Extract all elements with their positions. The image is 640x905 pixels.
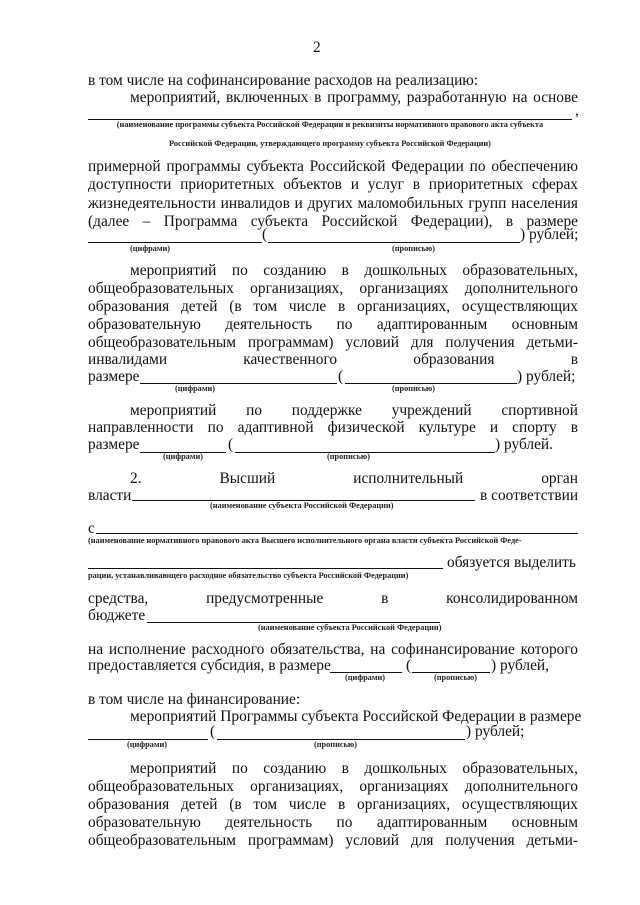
program-name-note-1: (наименование программы субъекта Российской Федерации и реквизиты нормативного правового акта субъекта <box>116 120 544 129</box>
p1-comma: , <box>575 102 579 119</box>
p1-line2: мероприятий, включенных в программу, разработанную на основе <box>130 89 578 106</box>
page-number: 2 <box>313 39 321 56</box>
subject-name-label: (наименование субъекта Российской Федерации) <box>210 501 394 510</box>
p10-line-5: общеобразовательным программам) условий для получения детьми- <box>88 832 578 849</box>
program-name-note-2: Российской Федерации, утверждающего программу субъекта Российской Федерации) <box>169 139 491 148</box>
p3-line-4: образовательную деятельность по адаптированным основным <box>88 316 578 333</box>
paren-open: ( <box>228 436 234 453</box>
p5-in-accordance: в соответствии <box>480 487 579 504</box>
amount-digits-line <box>88 242 262 243</box>
act-name-line <box>96 533 578 534</box>
label-digits: (цифрами) <box>175 384 216 393</box>
label-digits: (цифрами) <box>127 740 168 749</box>
label-words: (прописью) <box>434 673 478 682</box>
p9-intro: в том числе на финансирование: <box>88 691 301 708</box>
p4-line-1: мероприятий по поддержке учреждений спортивной <box>130 402 578 419</box>
p3-size-word: размере <box>88 368 140 385</box>
act-name-line-2 <box>88 568 443 569</box>
p3-line-1: мероприятий по созданию в дошкольных образовательных, <box>130 262 578 279</box>
paren-open: ( <box>262 226 268 243</box>
label-digits: (цифрами) <box>130 244 171 253</box>
label-words: (прописью) <box>392 244 436 253</box>
act-name-note-2: рации, устанавливающего расходное обязательство субъекта Российской Федерации) <box>88 571 409 580</box>
p3-line-5: общеобразовательным программам) условий для получения детьми- <box>88 334 578 351</box>
label-digits: (цифрами) <box>345 673 386 682</box>
p1-intro: в том числе на софинансирование расходов на реализацию: <box>88 72 479 89</box>
p8-line-1: на исполнение расходного обязательства, на софинансирование которого <box>88 641 578 658</box>
p4-line-2: направленности по адаптивной физической культуре и спорту в <box>88 419 578 436</box>
paren-open: ( <box>210 723 216 740</box>
label-words: (прописью) <box>327 452 371 461</box>
paren-open: ( <box>406 657 412 674</box>
label-words: (прописью) <box>314 740 358 749</box>
amount-end: ) рублей; <box>517 368 576 385</box>
p7-line-1: средства, предусмотренные в консолидированном <box>88 590 578 607</box>
p2-line-4: (далее – Программа субъекта Российской Федерации), в размере <box>88 213 578 230</box>
p4-size-word: размере <box>88 436 140 453</box>
label-words: (прописью) <box>392 384 436 393</box>
amount-words-line <box>268 242 520 243</box>
p6-obliges: обязуется выделить <box>447 554 576 571</box>
label-digits: (цифрами) <box>163 452 204 461</box>
p5-vlasti: власти <box>88 487 132 504</box>
p5-line-1: 2. Высший исполнительный орган <box>130 470 578 487</box>
p10-line-3: образования детей (в том числе в организациях, осуществляющих <box>88 796 578 813</box>
p2-line-2: доступности приоритетных объектов и услуг в приоритетных сферах <box>88 176 578 193</box>
p3-line-3: образования детей (в том числе в организациях, осуществляющих <box>88 298 578 315</box>
amount-end: ) рублей; <box>466 723 525 740</box>
p6-s: с <box>88 520 95 537</box>
p9-line-2: мероприятий Программы субъекта Российской Федерации в размере <box>130 708 582 725</box>
p10-line-4: образовательную деятельность по адаптированным основным <box>88 814 578 831</box>
p7-budget: бюджете <box>88 607 146 624</box>
p10-line-1: мероприятий по созданию в дошкольных образовательных, <box>130 760 578 777</box>
amount-digits-line <box>140 383 337 384</box>
paren-open: ( <box>338 368 344 385</box>
budget-name-label: (наименование субъекта Российской Федерации) <box>258 623 442 632</box>
amount-end: ) рублей. <box>495 436 553 453</box>
amount-end: ) рублей; <box>520 226 579 243</box>
p2-line-3: жизнедеятельности инвалидов и других маломобильных групп населения <box>88 195 578 212</box>
amount-end: ) рублей, <box>491 657 549 674</box>
p10-line-2: общеобразовательных организациях, организациях дополнительного <box>88 778 578 795</box>
act-name-note-1: (наименование нормативного правового акта Высшего исполнительного органа власти субъекта Российской Феде- <box>88 536 522 545</box>
p8-line-2: предоставляется субсидия, в размере <box>88 657 331 674</box>
p3-line-6: инвалидами качественного образования в <box>88 351 578 368</box>
p2-line-1: примерной программы субъекта Российской Федерации по обеспечению <box>88 158 578 175</box>
p3-line-2: общеобразовательных организациях, организациях дополнительного <box>88 280 578 297</box>
